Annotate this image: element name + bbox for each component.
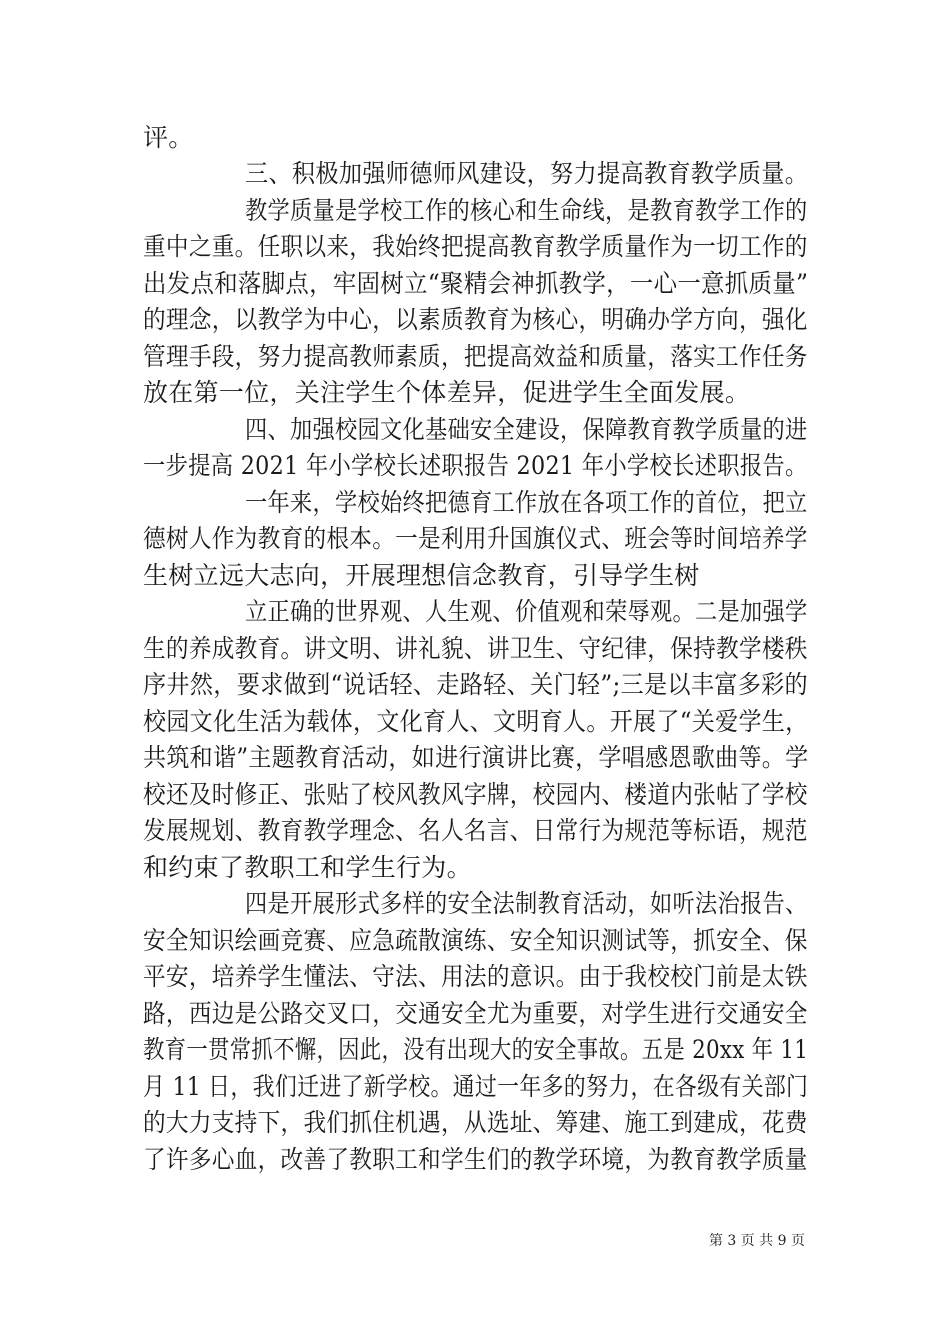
text-line: 了许多心血，改善了教职工和学生们的教学环境，为教育教学质量: [143, 1145, 808, 1174]
text-line: 发展规划、教育教学理念、名人名言、日常行为规范等标语，规范: [143, 816, 808, 845]
text-line: 生树立远大志向，开展理想信念教育，引导学生树: [143, 561, 700, 590]
text-line: 月 11 日，我们迁进了新学校。通过一年多的努力，在各级有关部门: [143, 1072, 809, 1101]
text-line: 和约束了教职工和学生行为。: [143, 853, 472, 882]
text-line: 出发点和落脚点，牢固树立“聚精会神抓教学，一心一意抓质量”: [143, 269, 809, 298]
text-line: 路，西边是公路交叉口，交通安全尤为重要，对学生进行交通安全: [143, 999, 808, 1028]
text-line: 一年来，学校始终把德育工作放在各项工作的首位，把立: [245, 488, 808, 517]
text-line: 德树人作为教育的根本。一是利用升国旗仪式、班会等时间培养学: [143, 524, 808, 553]
text-line: 的理念，以教学为中心，以素质教育为核心，明确办学方向，强化: [143, 305, 808, 334]
text-line: 共筑和谐”主题教育活动，如进行演讲比赛，学唱感恩歌曲等。学: [143, 743, 809, 772]
text-line: 管理手段，努力提高教师素质，把提高效益和质量，落实工作任务: [143, 342, 808, 371]
text-line: 安全知识绘画竞赛、应急疏散演练、安全知识测试等，抓安全、保: [143, 926, 808, 955]
page-number-footer: 第 3 页 共 9 页: [708, 1233, 805, 1249]
text-line: 生的养成教育。讲文明、讲礼貌、讲卫生、守纪律，保持教学楼秩: [143, 634, 808, 663]
text-line: 平安，培养学生懂法、守法、用法的意识。由于我校校门前是太铁: [143, 962, 808, 991]
text-line: 校园文化生活为载体，文化育人、文明育人。开展了“关爱学生，: [143, 707, 809, 736]
section-heading: 三、积极加强师德师风建设，努力提高教育教学质量。: [245, 159, 809, 188]
text-line: 四是开展形式多样的安全法制教育活动，如听法治报告、: [245, 889, 808, 918]
text-line: 的大力支持下，我们抓住机遇，从选址、筹建、施工到建成，花费: [143, 1108, 808, 1137]
text-line: 校还及时修正、张贴了校风教风字牌，校园内、楼道内张帖了学校: [143, 780, 808, 809]
text-line: 教育一贯常抓不懈，因此，没有出现大的安全事故。五是 20xx 年 11: [143, 1035, 809, 1064]
text-line: 评。: [143, 123, 194, 152]
text-line: 一步提高 2021 年小学校长述职报告 2021 年小学校长述职报告。: [143, 451, 808, 480]
text-line: 放在第一位，关注学生个体差异，促进学生全面发展。: [143, 378, 751, 407]
text-line: 立正确的世界观、人生观、价值观和荣辱观。二是加强学: [245, 597, 808, 626]
text-line: 重中之重。任职以来，我始终把提高教育教学质量作为一切工作的: [143, 232, 808, 261]
section-heading: 四、加强校园文化基础安全建设，保障教育教学质量的进: [245, 415, 808, 444]
text-line: 教学质量是学校工作的核心和生命线，是教育教学工作的: [245, 196, 808, 225]
text-line: 序井然，要求做到“说话轻、走路轻、关门轻”;三是以丰富多彩的: [143, 670, 808, 699]
